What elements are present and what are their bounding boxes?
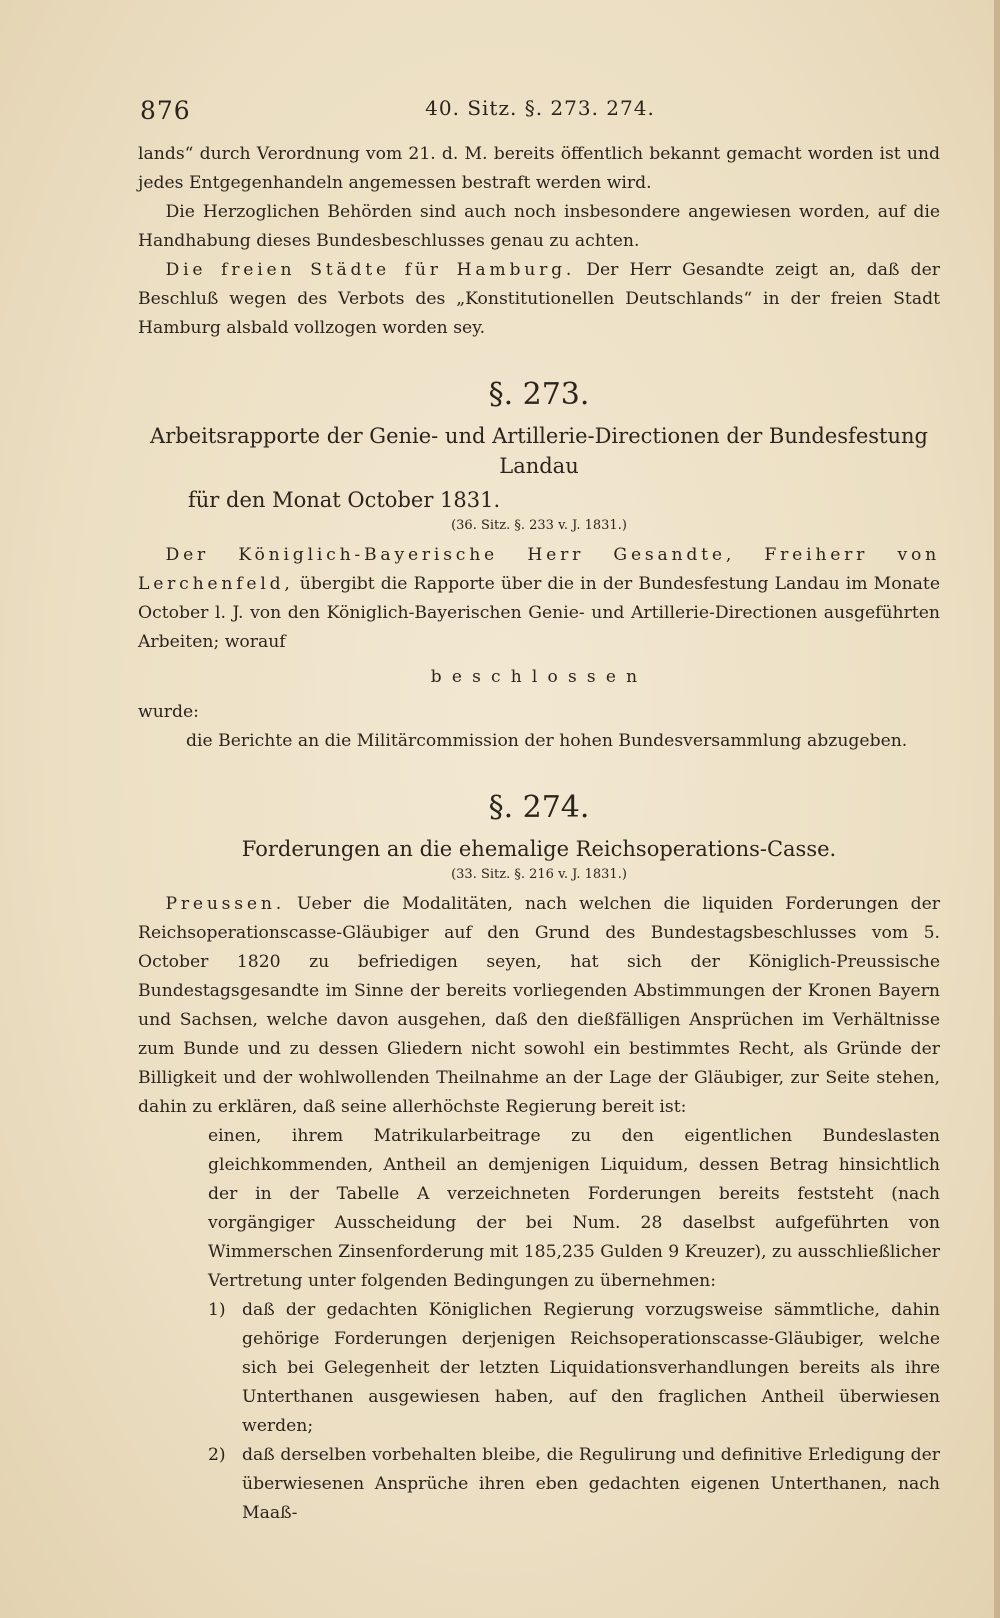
list-item-number: 1) xyxy=(208,1300,226,1320)
paragraph-lead: Der Königlich-Bayerische Herr Gesandte, Freiherr von Lerchenfeld, xyxy=(138,545,940,594)
paragraph-text: Ueber die Modalitäten, nach welchen die liquiden Forderungen der Reichsoperationscasse-Gläubiger auf den Grund des Bundestagsbeschlusses vom 5. October 1820 zu befriedigen seyen, hat sich der Königlich-Preussische Bundestagsgesandte im Sinne der bereits vorliegenden Abstimmungen der Kronen Bayern und Sachsen, welche davon ausgehen, daß den dießfälligen Ansprüchen im Verhältnisse zum Bunde und zu dessen Gliedern nicht sowohl ein bestimmtes Recht, als Gründe der Billigkeit und der wohlwollenden Theilnahme an der Lage der Gläubiger, zur Seite stehen, dahin zu erklären, daß seine allerhöchste Regierung bereit ist: xyxy=(138,894,940,1117)
section-title-273-cont: für den Monat October 1831. xyxy=(188,488,501,512)
paragraph-lead: Preussen. xyxy=(165,894,285,914)
paragraph-text: übergibt die Rapporte über die in der Bundesfestung Landau im Monate October l. J. von den Königlich-Bayerischen Genie- und Artillerie-Directionen ausgeführten Arbeiten; worauf xyxy=(138,574,940,652)
section-heading-273: §. 273. xyxy=(488,377,590,412)
list-item xyxy=(208,1441,940,1528)
decision-word: beschlossen xyxy=(430,667,648,687)
section-reference-274: (33. Sitz. §. 216 v. J. 1831.) xyxy=(451,867,627,882)
wurde-label: wurde: xyxy=(138,702,199,722)
list-item xyxy=(208,1296,940,1441)
list-intro: einen, ihrem Matrikularbeitrage zu den eigentlichen Bundeslasten gleichkommenden, Antheil an demjenigen Liquidum, dessen Betrag hinsichtlich der in der Tabelle A verzeichneten Forderungen bereits feststeht (nach vorgängiger Ausscheidung der bei Num. 28 daselbst aufgeführten von Wimmerschen Zinsenforderung mit 185,235 Gulden 9 Kreuzer), zu ausschließlicher Vertretung unter folgenden Bedingungen zu übernehmen: xyxy=(208,1126,940,1291)
page-number: 876 xyxy=(140,96,191,125)
section-title-274: Forderungen an die ehemalige Reichsoperations-Casse. xyxy=(241,837,837,861)
paragraph-hamburg xyxy=(138,256,940,343)
paragraph-preussen xyxy=(138,890,940,1122)
section-heading-274: §. 274. xyxy=(488,790,590,825)
page-edge xyxy=(994,0,1000,1618)
section-reference-273: (36. Sitz. §. 233 v. J. 1831.) xyxy=(451,518,627,533)
section-title-273: Arbeitsrapporte der Genie- und Artillerie-Directionen der Bundesfestung Landau xyxy=(150,424,928,478)
page-body xyxy=(138,140,940,1528)
running-title: 40. Sitz. §. 273. 274. xyxy=(425,96,655,120)
paragraph-lerchenfeld xyxy=(138,541,940,657)
paragraph-continuation: lands“ durch Verordnung vom 21. d. M. bereits öffentlich bekannt gemacht worden ist und jedes Entgegenhandeln angemessen bestraft werden wird. xyxy=(138,144,940,193)
paragraph-herzogliche-behoerden: Die Herzoglichen Behörden sind auch noch insbesondere angewiesen worden, auf die Handhabung dieses Bundesbeschlusses genau zu achten. xyxy=(138,202,940,251)
list-item-text: daß der gedachten Königlichen Regierung vorzugsweise sämmtliche, dahin gehörige Forderungen derjenigen Reichsoperationscasse-Gläubiger, welche sich bei Gelegenheit der letzten Liquidationsverhandlungen bereits als ihre Unterthanen ausgewiesen haben, auf den fraglichen Antheil überwiesen werden; xyxy=(242,1300,940,1436)
condition-list xyxy=(138,1296,940,1528)
resolution-text: die Berichte an die Militärcommission der hohen Bundesversammlung abzugeben. xyxy=(186,731,908,751)
list-item-number: 2) xyxy=(208,1445,226,1465)
paragraph-lead: Die freien Städte für Hamburg. xyxy=(165,260,576,280)
page-header xyxy=(140,96,940,126)
paragraph-text: Der Herr Gesandte zeigt an, daß der Beschluß wegen des Verbots des „Konstitutionellen Deutschlands“ in der freien Stadt Hamburg alsbald vollzogen worden sey. xyxy=(138,260,940,338)
list-item-text: daß derselben vorbehalten bleibe, die Regulirung und definitive Erledigung der überwiesenen Ansprüche ihren eben gedachten eigenen Unterthanen, nach Maaß- xyxy=(242,1445,940,1523)
